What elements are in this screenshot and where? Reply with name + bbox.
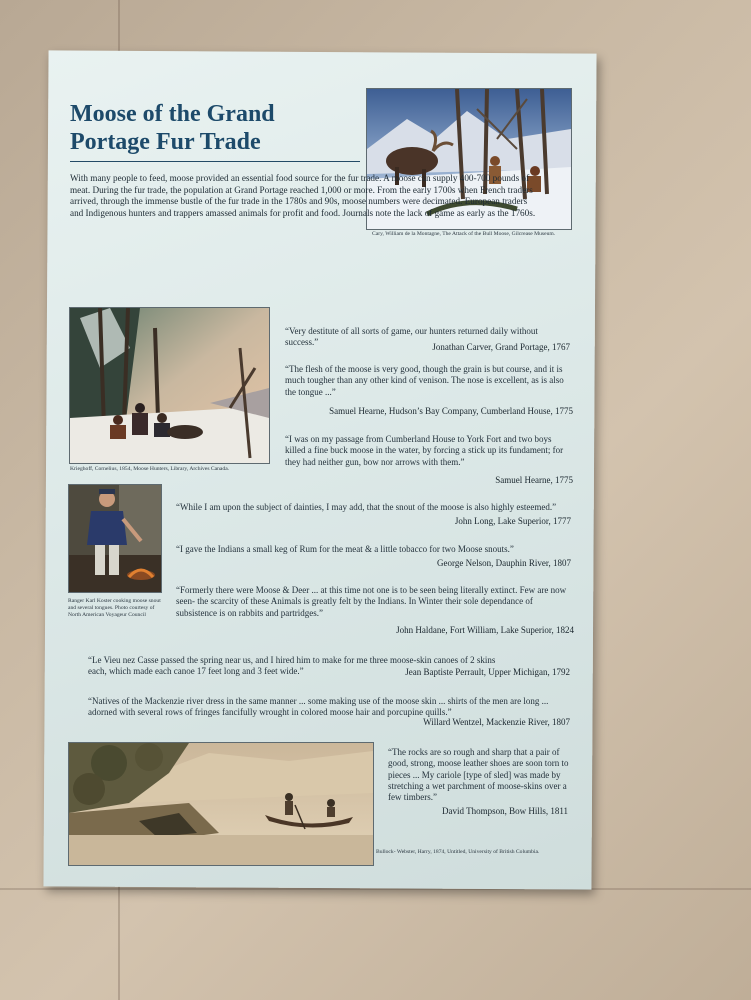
quote-long: “While I am upon the subject of dainties, I may add, that the snout of the moose is also highly esteemed.” (176, 502, 557, 512)
quote-wentzel: “Natives of the Mackenzie river dress in the same manner ... some making use of the moose skin ... shirts of the men are long ... adorned with several rows of fringes fancifully wrought in colored moose hair and porcupine quills.” (88, 696, 549, 718)
attribution-long: John Long, Lake Superior, 1777 (454, 516, 571, 526)
quote-hearne-passage: “I was on my passage from Cumberland House to York Fort and two boys killed a fine buck moose in the water, by forcing a stick up its fundament; for they had neither gun, bow nor arrows with them.” (285, 434, 564, 467)
panel-title: Moose of the Grand Portage Fur Trade (70, 101, 275, 155)
quote-haldane: “Formerly there were Moose & Deer ... at this time not one is to be seen being literally extinct. Few are now seen- the scarcity of these Animals is greatly felt by the Indians. In Winter their sole dependance of subsistence is on rabbits and partridges.” (176, 585, 567, 618)
attribution-hearne-cumberland: Samuel Hearne, Hudson’s Bay Company, Cumberland House, 1775 (329, 406, 573, 416)
caption-bullock: Bullock- Webster, Harry, 1874, Untitled, University of British Columbia. (376, 849, 540, 855)
photo-ranger-cooking (68, 484, 162, 593)
caption-ranger: Ranger Karl Koster cooking moose snout and several tongues. Photo courtesy of North American Voyageur Council (68, 598, 161, 618)
caption-krieghoff: Krieghoff, Cornelius, 1854, Moose Hunters, Library, Archives Canada. (70, 466, 230, 472)
quote-hearne-flesh: “The flesh of the moose is very good, though the grain is but course, and it is much tougher than any other kind of venison. The nose is excellent, as is also the tongue ...” (285, 364, 564, 397)
attribution-hearne-1775: Samuel Hearne, 1775 (495, 475, 573, 485)
intro-paragraph: With many people to feed, moose provided an essential food source for the fur trade. A moose can supply 400-700 pounds of meat. During the fur trade, the population at Grand Portage reached 1,000 or more. From the early 1700s when French traders arrived, through the immense bustle of the fur trade in the 1780s and 90s, moose numbers were decimated. European traders and Indigenous hunters and trappers amassed animals for profit and food. Journals note the lack of game as early as the 1760s. (70, 173, 536, 218)
painting-moose-hunters (69, 307, 270, 464)
quote-nelson: “I gave the Indians a small keg of Rum for the meat & a little tobacco for two Moose snouts.” (176, 544, 514, 554)
attribution-perrault: Jean Baptiste Perrault, Upper Michigan, 1792 (405, 667, 570, 677)
painting-canoe-river (68, 742, 374, 866)
attribution-thompson: David Thompson, Bow Hills, 1811 (441, 806, 568, 816)
quote-thompson: “The rocks are so rough and sharp that a pair of good, strong, moose leather shoes are soon torn to pieces ... My cariole [type of sled] was made by stretching a wet parchment of moose-skins over a few timbers.” (388, 747, 569, 803)
quote-carver: “Very destitute of all sorts of game, our hunters returned daily without success.” (285, 326, 538, 348)
attribution-wentzel: Willard Wentzel, Mackenzie River, 1807 (423, 717, 570, 727)
caption-cary: Cary, William de la Montagne, The Attack of the Bull Moose, Gilcrease Museum. (372, 231, 556, 237)
attribution-carver: Jonathan Carver, Grand Portage, 1767 (432, 342, 570, 352)
quote-perrault: “Le Vieu nez Casse passed the spring near us, and I hired him to make for me three moose-skin canoes of 2 skins each, which made each canoe 17 feet long and 3 feet wide.” (88, 655, 496, 677)
attribution-haldane: John Haldane, Fort William, Lake Superior, 1824 (396, 625, 574, 635)
attribution-nelson: George Nelson, Dauphin River, 1807 (437, 558, 571, 568)
title-divider (70, 161, 360, 162)
